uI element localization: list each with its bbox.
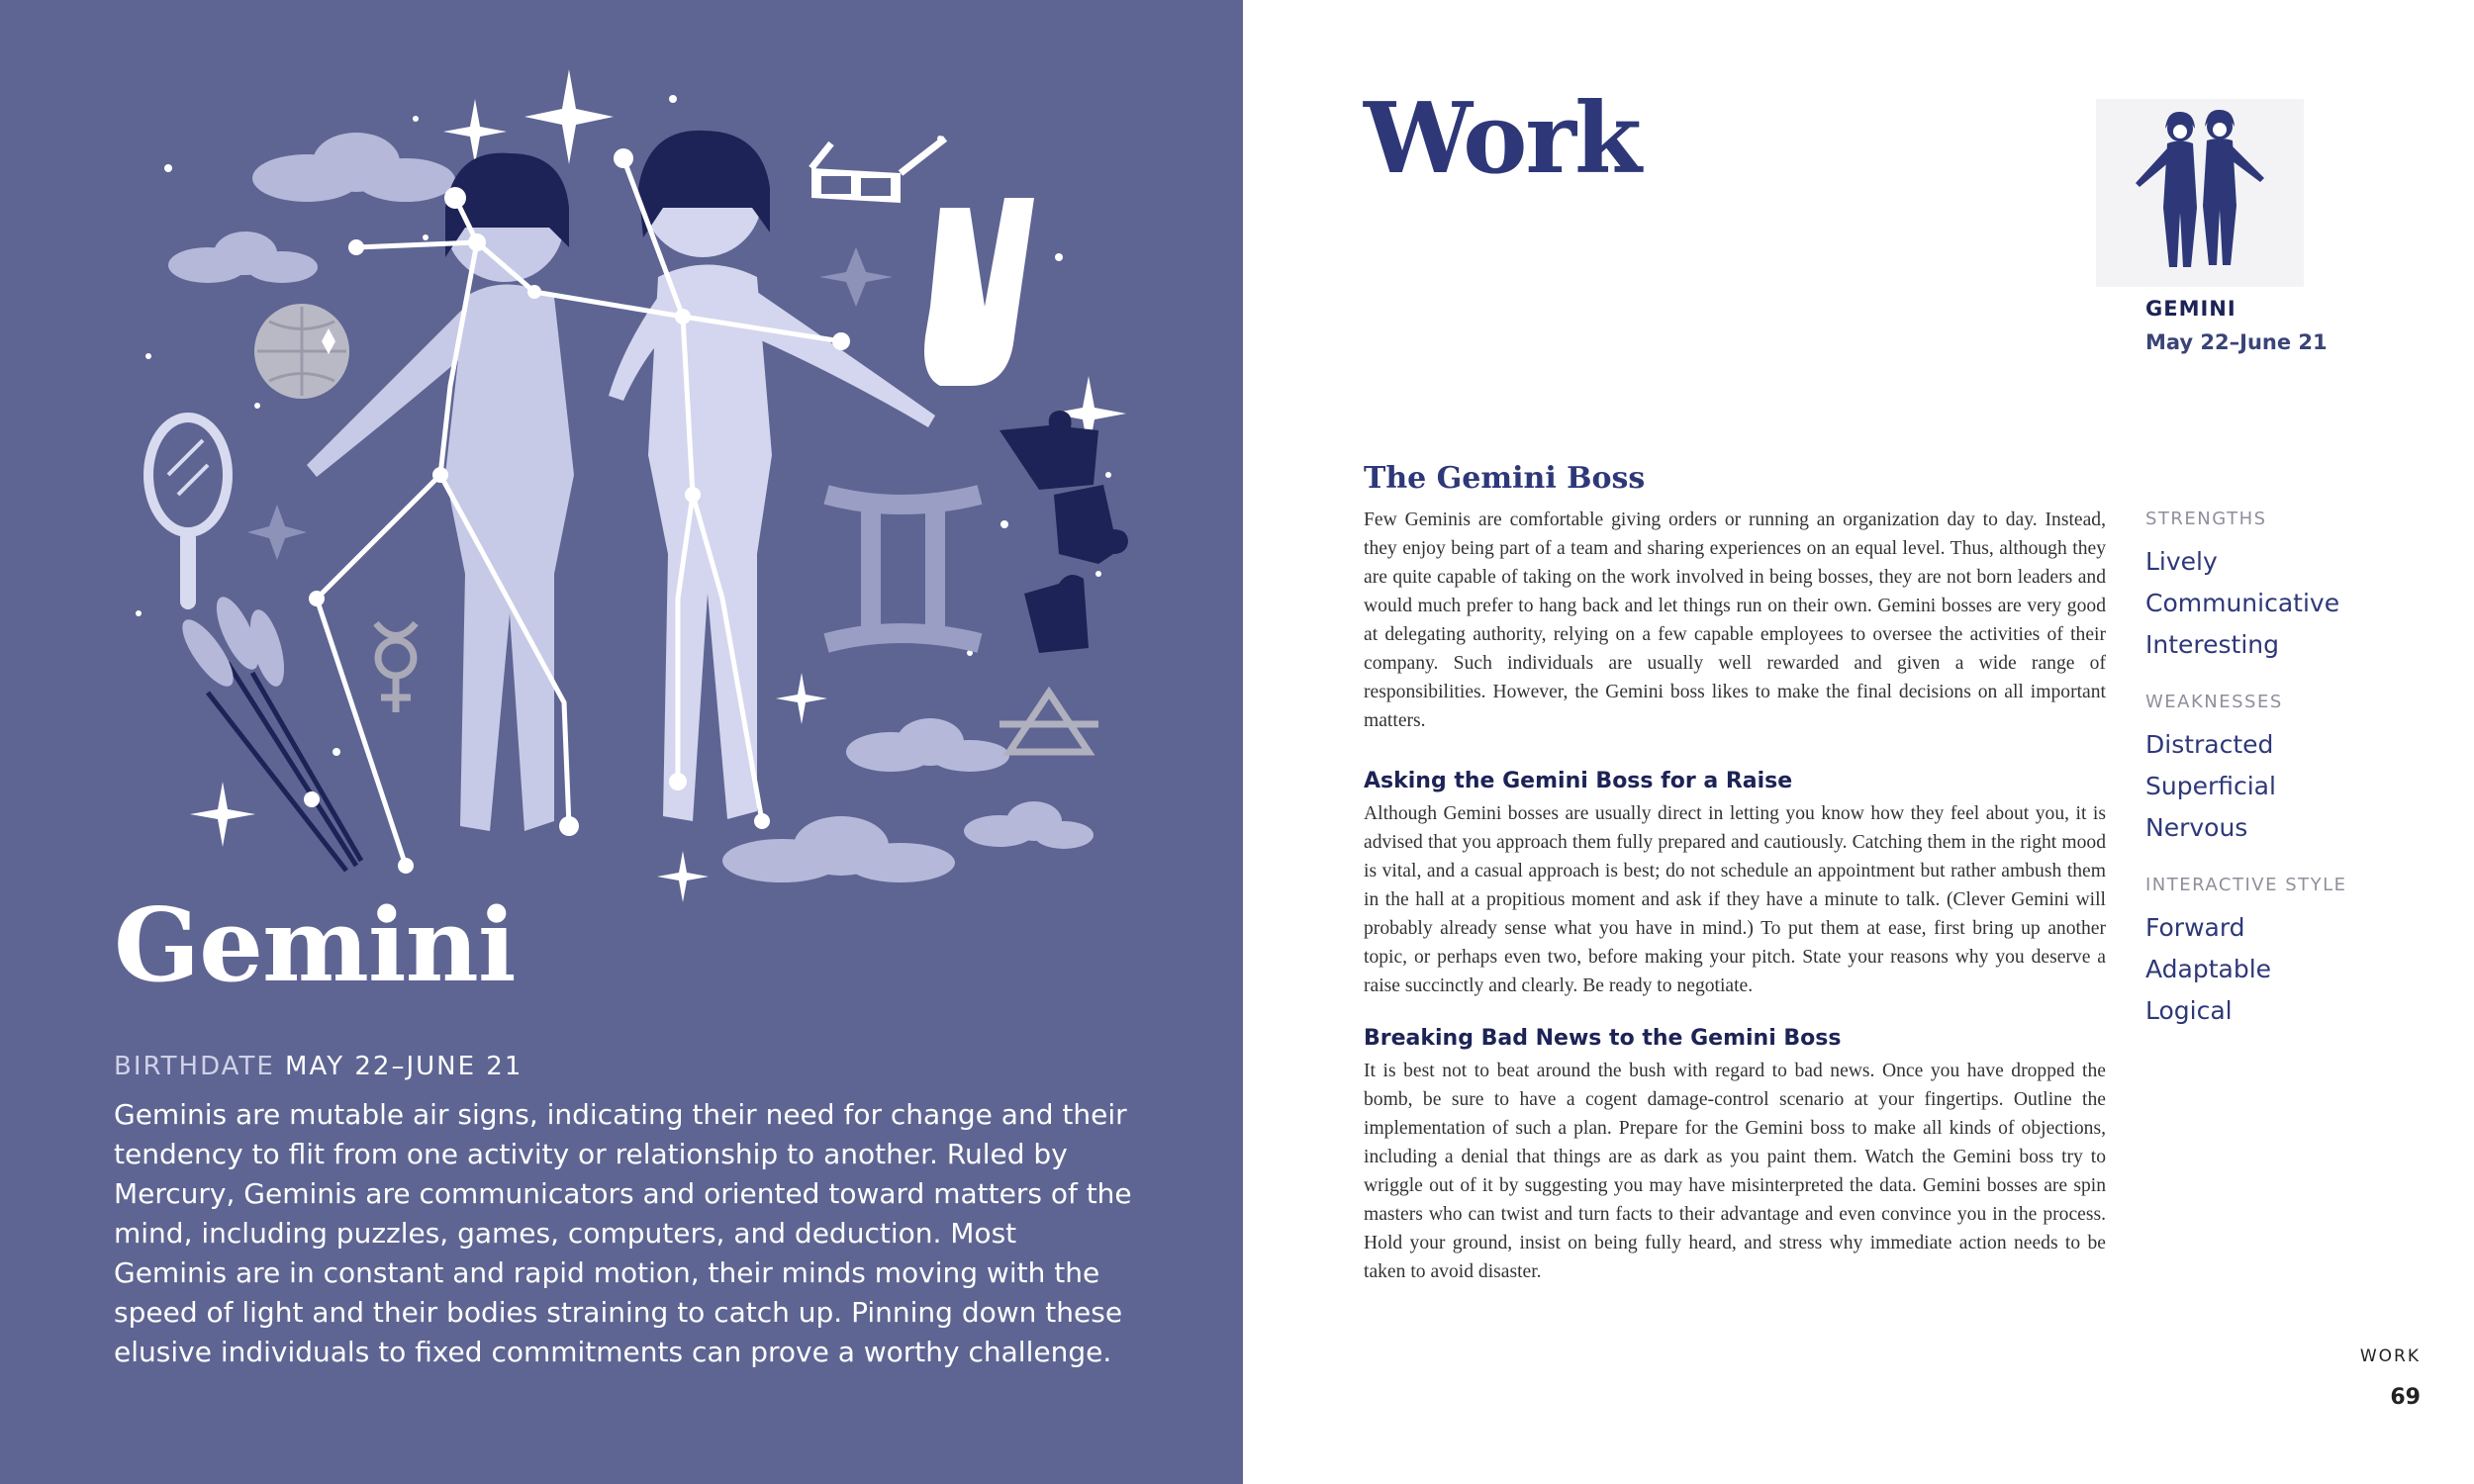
cloud-icon xyxy=(964,801,1094,849)
section-body: Few Geminis are comfortable giving orders or running an organization day to day. Instead, they enjoy being part of a team and sharing experiences on an equal level. Thus, although they are quite capable of taking on the work involved in being bosses, they are not born leaders and would much prefer to hang back and let things run on their own. Gemini bosses are very good at delegating authority, relying on a few capable employees to oversee the activities of their company. Such individuals are usually well rewarded and given a wide range of responsibilities. However, the Gemini boss likes to make the final decisions on all important matters. xyxy=(1364,510,2106,731)
birthdate-value: MAY 22–JUNE 21 xyxy=(285,1052,523,1081)
cloud-icon xyxy=(168,232,318,283)
gemini-symbol-icon xyxy=(826,495,980,643)
cloud-icon xyxy=(846,718,1009,772)
chapter-title: Work xyxy=(1364,82,1640,196)
sign-dates-label: May 22–June 21 xyxy=(2145,330,2328,354)
strength-item: Lively xyxy=(2145,547,2218,576)
hand-mirror-icon xyxy=(148,417,228,609)
bad-news-body: It is best not to beat around the bush with regard to bad news. Once you have dropped the bomb, be sure to have a cogent damage-control scenario at your fingertips. Outline the implementation of such a plan. Prepare for the Gemini boss to make all kinds of objections, including a denial that things are as dark as you paint them. Watch the Gemini boss try to wriggle out of it by suggesting you may have misinterpreted the data. Gemini bosses are spin masters who can twist and turn facts to their advantage and even convince you in the process. Hold your ground, insist on being fully heard, and stress why immediate action needs to be taken to avoid disaster. xyxy=(1364,1061,2106,1282)
raise-section xyxy=(1364,769,2106,1000)
sparkle-dots xyxy=(136,95,1111,794)
lavender-icon xyxy=(174,592,361,871)
strengths-label: STRENGTHS xyxy=(2145,509,2267,529)
gemini-twins-icon xyxy=(2096,99,2304,287)
strengths-group xyxy=(2145,509,2383,666)
birthdate-label: BIRTHDATE xyxy=(114,1052,275,1081)
weakness-item: Distracted xyxy=(2145,730,2274,759)
cloud-icon xyxy=(252,133,455,202)
constellation-stars xyxy=(309,148,850,874)
gemini-boss-section xyxy=(1364,461,2106,735)
gemini-illustration xyxy=(109,59,1148,930)
star-icon xyxy=(190,782,255,847)
section-heading: The Gemini Boss xyxy=(1364,461,1646,496)
weakness-item: Nervous xyxy=(2145,813,2248,842)
strength-item: Interesting xyxy=(2145,630,2279,659)
star-icon xyxy=(524,69,614,164)
weaknesses-group xyxy=(2145,692,2383,849)
raise-body: Although Gemini bosses are usually direct in letting you know how they feel about you, it is advised that you approach them fully prepared and cautiously. Catching them in the right mood is vital, and a casual approach is best; do not schedule an appointment but rather ambush them in the hall at a propitious moment and ask if they have a minute to talk. (Clever Gemini will probably already sense what you have in mind.) To put them at ease, first bring up another topic, or perhaps even two, before making your pitch. State your reasons why you deserve a raise succinctly and clearly. Be ready to negotiate. xyxy=(1364,803,2106,996)
birthdate-line xyxy=(114,1052,523,1081)
interactive-style-group xyxy=(2145,875,2383,1032)
star-icon xyxy=(776,673,827,724)
raise-heading: Asking the Gemini Boss for a Raise xyxy=(1364,769,1793,793)
peace-hand-icon xyxy=(924,198,1034,386)
style-item: Forward xyxy=(2145,913,2245,942)
air-element-icon xyxy=(999,693,1098,752)
sign-name-label: GEMINI xyxy=(2145,297,2236,321)
star-icon xyxy=(657,851,709,902)
sign-intro-paragraph: Geminis are mutable air signs, indicating their need for change and their tendency to flit from one activity or relationship to another. Ruled by Mercury, Geminis are communicators and oriented toward matters of the mind, including puzzles, games, computers, and deduction. Most Geminis are in constant and rapid motion, their minds moving with the speed of light and their bodies straining to catch up. Pinning down these elusive individuals to fixed commitments can prove a worthy challenge. xyxy=(114,1098,1132,1368)
traits-sidebar xyxy=(2145,509,2383,1058)
interactive-style-label: INTERACTIVE STYLE xyxy=(2145,875,2347,895)
sign-title: Gemini xyxy=(114,886,516,1005)
3d-glasses-icon xyxy=(811,139,945,203)
right-page xyxy=(1243,0,2474,1484)
page-number: 69 xyxy=(2390,1385,2421,1410)
running-head: WORK xyxy=(2359,1346,2421,1366)
strength-item: Communicative xyxy=(2145,589,2340,617)
puzzle-piece-icon xyxy=(999,411,1128,653)
gemini-twins-icon-box xyxy=(2096,99,2304,287)
bad-news-heading: Breaking Bad News to the Gemini Boss xyxy=(1364,1026,1842,1051)
weaknesses-label: WEAKNESSES xyxy=(2145,692,2283,712)
style-item: Adaptable xyxy=(2145,955,2272,983)
weakness-item: Superficial xyxy=(2145,772,2276,800)
disco-ball-icon xyxy=(254,304,349,399)
twin-figures xyxy=(307,131,935,831)
mercury-symbol-icon xyxy=(376,623,416,712)
star-icon xyxy=(819,247,893,307)
bad-news-section xyxy=(1364,1026,2106,1286)
star-icon xyxy=(247,505,307,560)
style-item: Logical xyxy=(2145,996,2233,1025)
